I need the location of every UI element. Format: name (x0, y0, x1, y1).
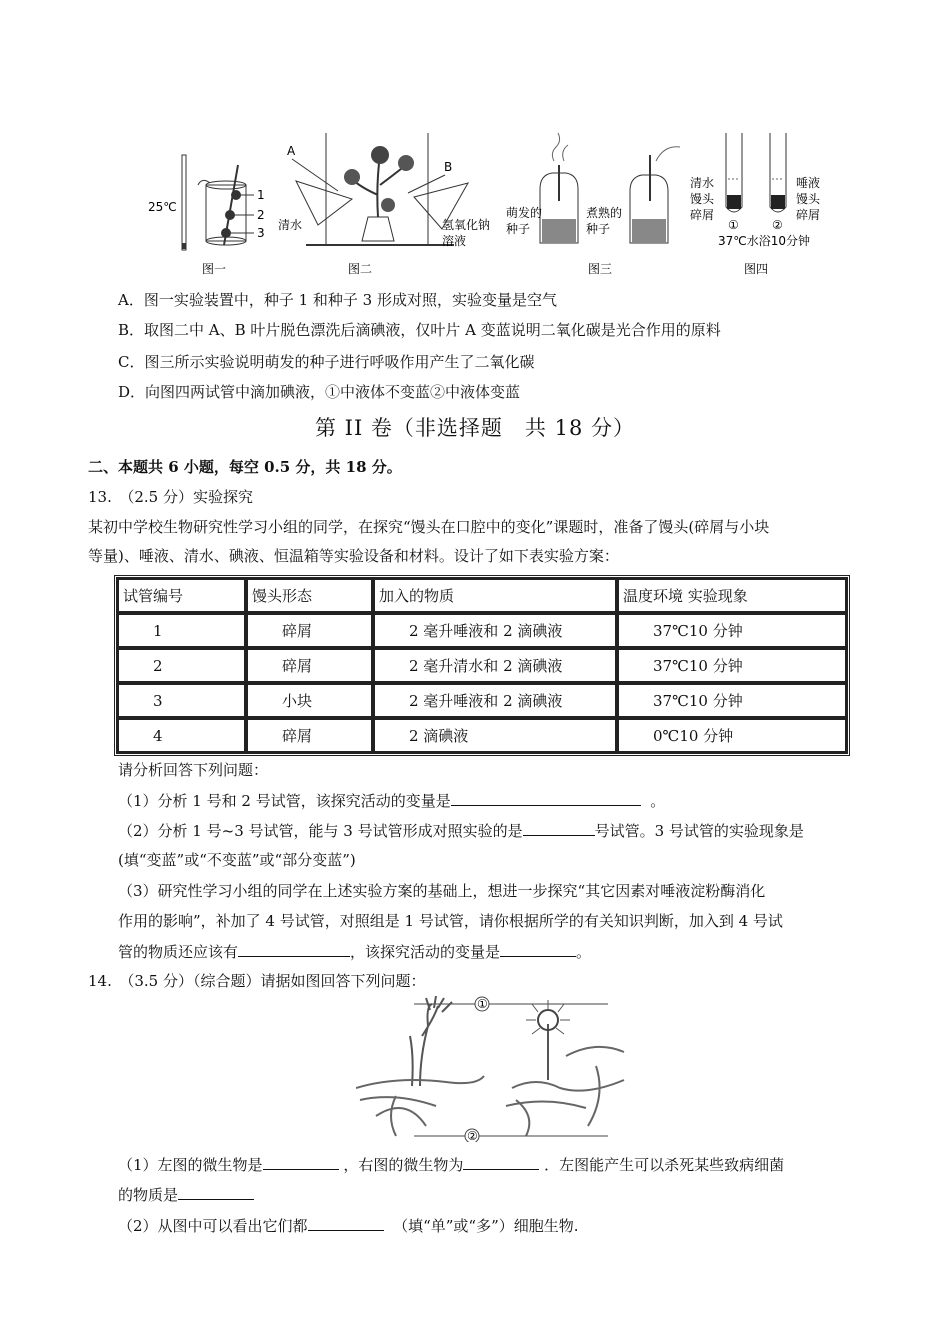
fig4-bath: 37℃水浴10分钟 (718, 234, 811, 248)
q14-sub-2-text-b: （填“单”或“多”）细胞生物. (393, 1217, 579, 1235)
fig4-right-3: 碎屑 (796, 208, 821, 222)
answer-blank[interactable] (238, 941, 350, 957)
table-cell: 2 毫升唾液和 2 滴碘液 (373, 683, 617, 718)
q13-sub-3-end: 。 (576, 943, 592, 961)
fig3-right-1: 煮熟的 (586, 206, 623, 220)
answer-blank[interactable] (263, 1154, 339, 1170)
table-header-cell: 馒头形态 (246, 578, 373, 613)
q13-sub-1 (118, 790, 665, 811)
figure-3 (506, 133, 680, 276)
answer-blank[interactable] (308, 1215, 384, 1231)
q13-sub-3-a: （3）研究性学习小组的同学在上述实验方案的基础上，想进一步探究“其它因素对唾液淀粉酶消化 (118, 882, 766, 900)
q13-sub-3-c (118, 941, 591, 962)
option-c: C．图三所示实验说明萌发的种子进行呼吸作用产生了二氧化碳 (118, 353, 535, 371)
answer-blank[interactable] (500, 941, 576, 957)
q13-intro-2: 等量)、唾液、清水、碘液、恒温箱等实验设备和材料。设计了如下表实验方案： (88, 547, 619, 565)
fig4-caption: 图四 (744, 262, 769, 276)
table-row (117, 648, 847, 683)
q14-sub-1-cont (118, 1184, 254, 1205)
q14-sub-2-text: （2）从图中可以看出它们都 (118, 1217, 308, 1235)
option-a: A．图一实验装置中，种子 1 和种子 3 形成对照，实验变量是空气 (118, 291, 557, 309)
section-desc: 二、本题共 6 小题，每空 0.5 分，共 18 分。 (88, 458, 402, 476)
fig1-seed-2: 2 (257, 208, 265, 222)
q13-sub-1-end: 。 (650, 792, 666, 810)
q13-sub-2-hint: (填“变蓝”或“不变蓝”或“部分变蓝”) (118, 851, 356, 869)
q13-sub-2-text-b: 号试管。3 号试管的实验现象是 (594, 822, 804, 840)
q13-sub-2 (118, 820, 804, 841)
fig4-right-1: 唾液 (796, 176, 821, 190)
table-cell: 37℃10 分钟 (617, 613, 847, 648)
fig4-left-1: 清水 (690, 176, 715, 190)
figure-1 (148, 155, 265, 276)
table-cell: 3 (117, 683, 246, 718)
answer-blank[interactable] (463, 1154, 539, 1170)
q14-sub-1-text-c: ．左图能产生可以杀死某些致病细菌 (544, 1156, 785, 1174)
fig3-right-2: 种子 (586, 222, 611, 236)
fig2-label-b: B (444, 160, 453, 174)
q14-sub-1-text: （1）左图的微生物是 (118, 1156, 263, 1174)
fig3-left-1: 萌发的 (506, 206, 543, 220)
q14-sub-2 (118, 1215, 579, 1236)
table-cell: 2 毫升清水和 2 滴碘液 (373, 648, 617, 683)
table-cell: 1 (117, 613, 246, 648)
answer-blank[interactable] (523, 820, 595, 836)
q14-head: 14. （3.5 分）（综合题）请据如图回答下列问题： (88, 972, 426, 990)
table-cell: 4 (117, 718, 246, 753)
fig2-label-a: A (287, 144, 296, 158)
section-title: 第 II 卷（非选择题 共 18 分） (314, 416, 635, 440)
table-cell: 碎屑 (246, 613, 373, 648)
q13-prompt: 请分析回答下列问题： (118, 761, 269, 779)
table-cell: 碎屑 (246, 718, 373, 753)
table-header-cell: 试管编号 (117, 578, 246, 613)
fig4-left-2: 馒头 (690, 192, 715, 206)
table-row (117, 718, 847, 753)
fungi-figure (356, 996, 628, 1146)
fig1-temp: 25℃ (148, 200, 177, 214)
q14-sub-1-text-d: 的物质是 (118, 1186, 179, 1204)
table-header-cell: 加入的物质 (373, 578, 617, 613)
fig2-caption: 图二 (348, 262, 373, 276)
fig2-left-liquid: 清水 (278, 218, 303, 232)
table-header-row (117, 578, 847, 613)
figure-4 (690, 133, 821, 276)
q13-head: 13. （2.5 分）实验探究 (88, 488, 253, 506)
q13-sub-3-b: 作用的影响”，补加了 4 号试管，对照组是 1 号试管，请你根据所学的有关知识判断，加入到 4 号试 (118, 912, 783, 930)
table-cell: 2 滴碘液 (373, 718, 617, 753)
fungi-mark-2: ② (467, 1129, 478, 1142)
answer-blank[interactable] (178, 1184, 254, 1200)
fig2-right-liquid-1: 氢氧化钠 (442, 218, 491, 232)
q13-sub-3-text-b: ，该探究活动的变量是 (350, 943, 501, 961)
option-d: D．向图四两试管中滴加碘液，①中液体不变蓝②中液体变蓝 (118, 383, 521, 401)
table-cell: 0℃10 分钟 (617, 718, 847, 753)
fig4-tube-2: ② (772, 218, 783, 232)
fig4-right-2: 馒头 (796, 192, 821, 206)
fig2-right-liquid-2: 溶液 (442, 234, 467, 248)
experiment-figures (140, 125, 840, 283)
table-cell: 碎屑 (246, 648, 373, 683)
table-header-cell: 温度环境 实验现象 (617, 578, 847, 613)
q13-sub-2-text: （2）分析 1 号~3 号试管，能与 3 号试管形成对照实验的是 (118, 822, 523, 840)
table-cell: 37℃10 分钟 (617, 648, 847, 683)
fig4-left-3: 碎屑 (690, 208, 715, 222)
fig1-seed-1: 1 (257, 188, 265, 202)
q13-sub-3-text: 管的物质还应该有 (118, 943, 239, 961)
q13-intro-1: 某初中学校生物研究性学习小组的同学，在探究“馒头在口腔中的变化”课题时，准备了馒头(碎屑与小块 (88, 518, 770, 536)
fig3-left-2: 种子 (506, 222, 531, 236)
q14-sub-1 (118, 1154, 784, 1175)
table-cell: 2 毫升唾液和 2 滴碘液 (373, 613, 617, 648)
q13-sub-1-text: （1）分析 1 号和 2 号试管，该探究活动的变量是 (118, 792, 451, 810)
q14-sub-1-text-b: ，右图的微生物为 (343, 1156, 464, 1174)
table-row (117, 613, 847, 648)
fig3-caption: 图三 (588, 262, 613, 276)
fig1-caption: 图一 (202, 262, 227, 276)
option-b: B．取图二中 A、B 叶片脱色漂洗后滴碘液，仅叶片 A 变蓝说明二氧化碳是光合作用的原料 (118, 321, 721, 339)
table-cell: 37℃10 分钟 (617, 683, 847, 718)
fig1-seed-3: 3 (257, 226, 265, 240)
table-cell: 2 (117, 648, 246, 683)
table-cell: 小块 (246, 683, 373, 718)
table-row (117, 683, 847, 718)
answer-blank[interactable] (451, 790, 641, 806)
fig4-tube-1: ① (728, 218, 739, 232)
figure-2 (278, 133, 490, 276)
experiment-table (114, 575, 850, 756)
fungi-mark-1: ① (477, 997, 488, 1011)
